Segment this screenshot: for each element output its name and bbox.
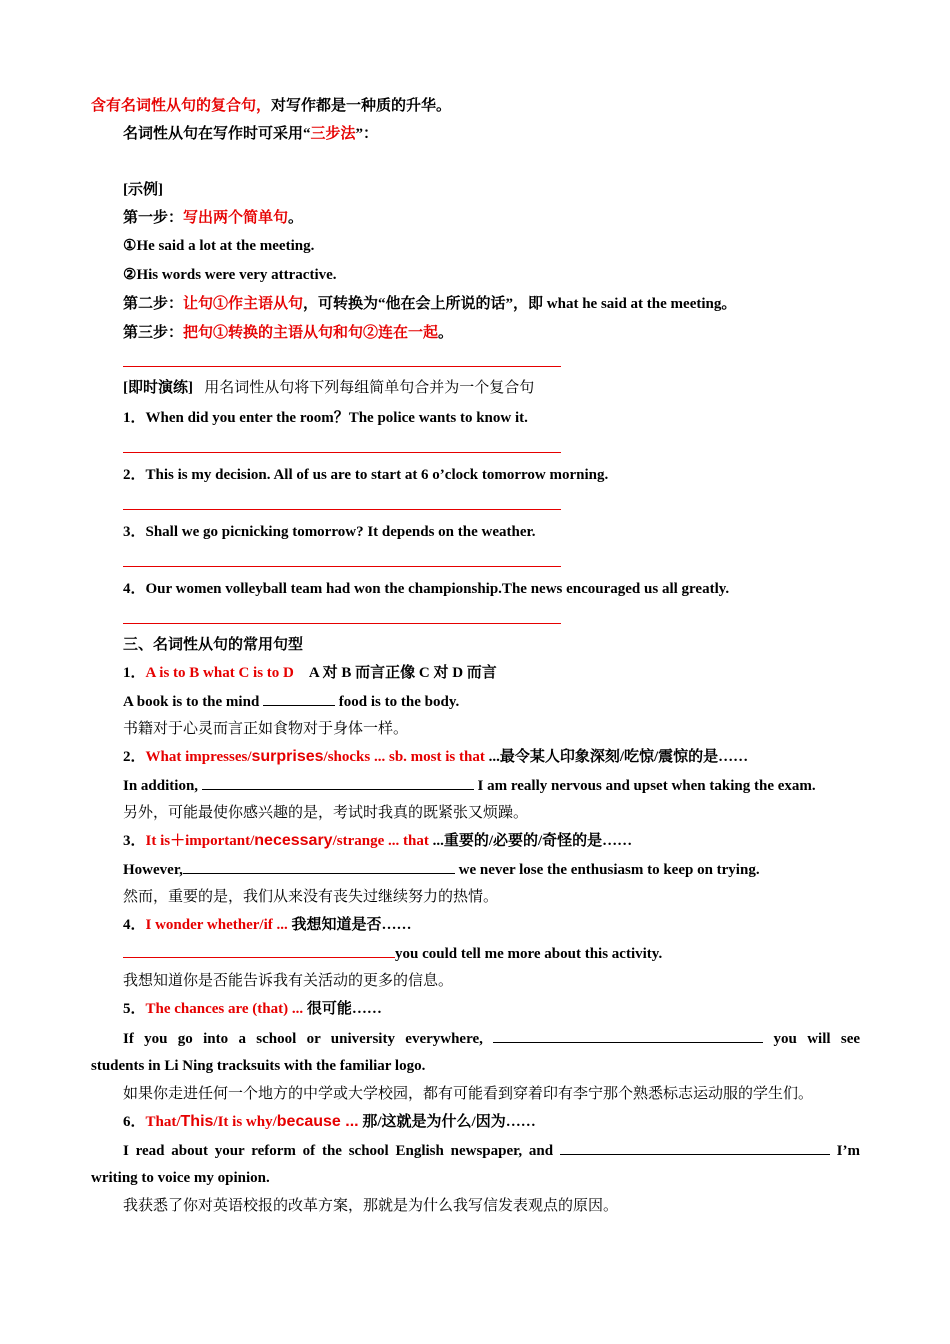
pattern-1-meaning: A 对 B 而言正像 C 对 D 而言 [308,665,497,681]
pattern-3-example-b: we never lose the enthusiasm to keep on trying. [454,862,760,878]
pattern-5-translation: 如果你走进任何一个地方的中学或大学校园，都有可能看到穿着印有李宁那个熟悉标志运动服的学生们。 [123,1086,814,1102]
sentence-2: ②His words were very attractive. [123,267,337,283]
pattern-1 [123,663,860,683]
pattern-1-translation: 书籍对于心灵而言正如食物对于身体一样。 [123,721,409,737]
answer-line-2[interactable] [123,509,561,510]
example-heading: [示例] [123,182,163,198]
pattern-4-text: I wonder whether/if ... [145,917,292,933]
step2-rest: ，可转换为“他在会上所说的话”，即 what he said at the meeting。 [303,296,737,312]
answer-line-1[interactable] [123,452,561,453]
section3-title: 三、名词性从句的常用句型 [123,637,304,653]
pattern-4-meaning: 我想知道是否…… [291,917,412,933]
pattern-5-example-a: If you go into a school or university everywhere, [123,1031,483,1047]
pattern-4 [123,915,860,935]
intro-line [91,96,860,116]
pattern-3-meaning: ...重要的/必要的/奇怪的是…… [432,833,633,849]
practice-item-2: 2．This is my decision. All of us are to start at 6 o’clock tomorrow morning. [123,467,609,483]
step1-highlight: 写出两个简单句 [183,210,289,226]
pattern-5-example-b: you will see [773,1031,861,1047]
method-line [123,124,860,144]
pattern-3 [123,831,860,851]
practice-item-4: 4．Our women volleyball team had won the championship.The news encouraged us all greatly. [123,581,730,597]
pattern-6-text-b: This [180,1113,214,1130]
blank-6[interactable] [560,1140,830,1155]
pattern-2-translation: 另外，可能最使你感兴趣的是，考试时我真的既紧张又烦躁。 [123,805,529,821]
step3-highlight: 把句①转换的主语从句和句②连在一起 [183,325,439,341]
answer-line-3[interactable] [123,566,561,567]
blank-1[interactable] [263,691,335,706]
pattern-2-text-c: /shocks ... sb. most is that [323,749,489,765]
pattern-5 [123,999,860,1019]
pattern-4-example-b: you could tell me more about this activity. [395,946,663,962]
pattern-2-meaning: ...最令某人印象深刻/吃惊/震惊的是…… [488,749,749,765]
pattern-5-num: 5． [123,1001,146,1017]
pattern-6 [123,1112,860,1132]
pattern-6-example-cont: writing to voice my opinion. [91,1170,270,1186]
pattern-6-text-c: /It is why/ [213,1114,277,1130]
method-highlight: 三步法 [310,126,356,142]
pattern-3-example-a: However, [123,862,183,878]
pattern-3-example [123,859,860,880]
practice-item-3: 3．Shall we go picnicking tomorrow? It depends on the weather. [123,524,536,540]
answer-line-4[interactable] [123,623,561,624]
pattern-4-num: 4． [123,917,146,933]
step3-label: 第三步： [123,325,184,341]
step3-line [123,323,860,343]
step1-end: 。 [288,210,304,226]
pattern-6-example-a: I read about your reform of the school English newspaper, and [123,1143,560,1159]
pattern-1-example [123,691,860,712]
step2-label: 第二步： [123,296,184,312]
blank-3[interactable] [183,859,455,874]
step1-line [123,208,860,228]
pattern-3-num: 3． [123,833,146,849]
pattern-5-example [123,1028,860,1049]
pattern-6-text-a: That/ [145,1114,181,1130]
pattern-6-example-b: I’m [829,1143,860,1159]
practice-instruction: 用名词性从句将下列每组简单句合并为一个复合句 [204,380,535,396]
pattern-6-meaning: 那/这就是为什么/因为…… [358,1114,536,1130]
pattern-6-example [123,1140,860,1161]
blank-2[interactable] [202,775,474,790]
pattern-3-text-c: /strange ... that [332,833,433,849]
method-text-end: ”： [355,126,379,142]
step3-end: 。 [438,325,454,341]
pattern-4-translation: 我想知道你是否能告诉我有关活动的更多的信息。 [123,973,454,989]
practice-heading: [即时演练] [123,380,193,396]
intro-red-lead: 含有名词性从句的复合句， [91,98,272,114]
pattern-3-text-a: It is＋important/ [145,833,255,849]
pattern-5-meaning: 很可能…… [306,1001,382,1017]
pattern-1-example-a: A book is to the mind [123,694,264,710]
practice-item-1: 1．When did you enter the room？The police wants to know it. [123,410,528,426]
pattern-1-text: A is to B what C is to D [145,665,294,681]
pattern-3-translation: 然而，重要的是，我们从来没有丧失过继续努力的热情。 [123,889,499,905]
practice-heading-line [123,378,860,398]
blank-5[interactable] [493,1028,763,1043]
answer-line-example[interactable] [123,366,561,367]
pattern-4-example [123,943,860,964]
step1-label: 第一步： [123,210,184,226]
pattern-5-example-cont: students in Li Ning tracksuits with the familiar logo. [91,1058,426,1074]
pattern-2-example-a: In addition, [123,778,202,794]
pattern-2-example-b: I am really nervous and upset when taking the exam. [473,778,816,794]
pattern-2-text-a: What impresses/ [145,749,252,765]
pattern-2-num: 2． [123,749,146,765]
pattern-5-text: The chances are (that) ... [145,1001,307,1017]
pattern-2-text-b: surprises [251,748,324,765]
blank-4[interactable] [123,943,395,958]
pattern-1-example-b: food is to the body. [335,694,460,710]
pattern-6-translation: 我获悉了你对英语校报的改革方案，那就是为什么我写信发表观点的原因。 [123,1198,619,1214]
pattern-1-num: 1． [123,665,146,681]
pattern-6-num: 6． [123,1114,146,1130]
step2-highlight: 让句①作主语从句 [183,296,304,312]
pattern-2-example [123,775,860,796]
sentence-1: ①He said a lot at the meeting. [123,238,315,254]
step2-line [123,294,860,314]
pattern-3-text-b: necessary [254,832,333,849]
pattern-6-text-d: because ... [276,1113,359,1130]
intro-rest: 对写作都是一种质的升华。 [271,98,452,114]
pattern-2 [123,747,860,767]
method-text: 名词性从句在写作时可采用“ [123,126,311,142]
